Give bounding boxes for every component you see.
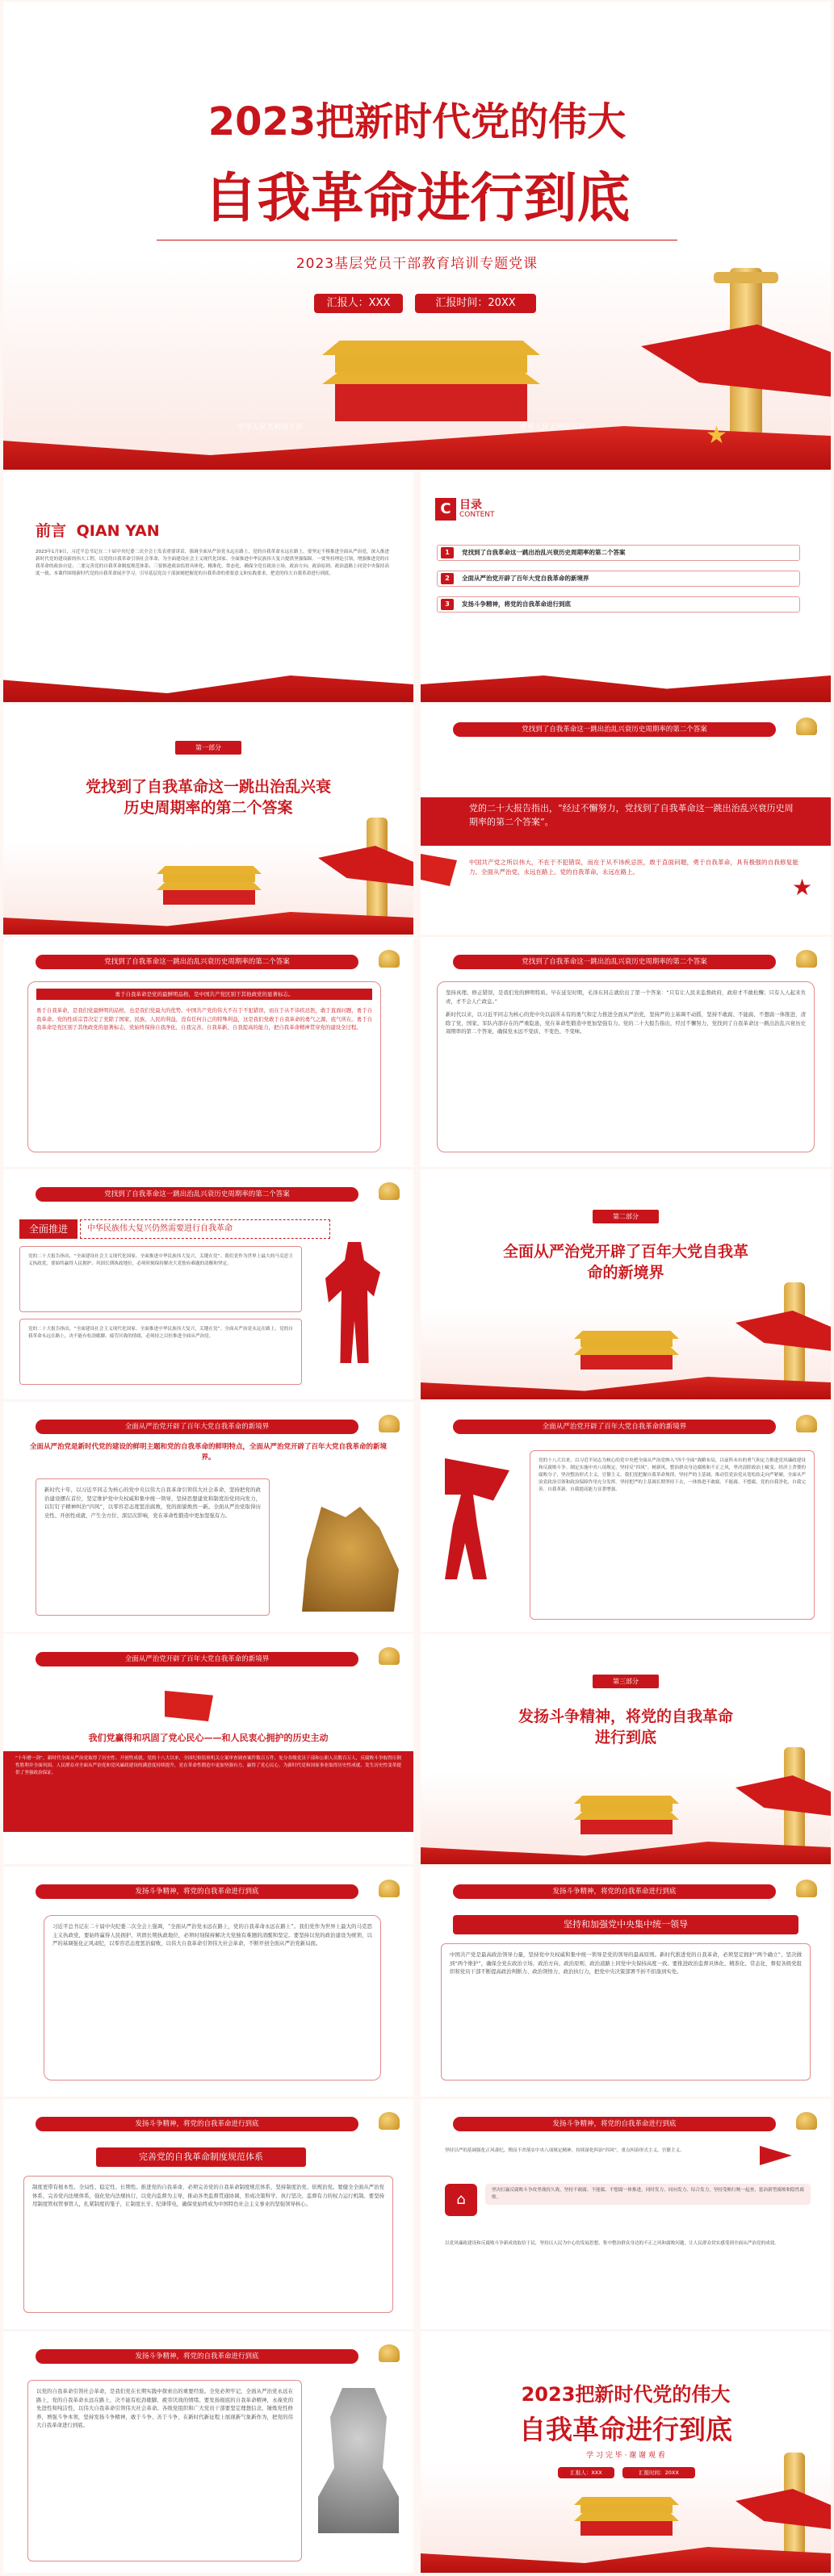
gold-emblem-icon [379,1880,400,1897]
cover-slide [3,2,831,470]
part3-slide [421,1634,831,1864]
ending-slide [421,2331,831,2573]
gold-emblem-icon [796,2112,817,2130]
slide11-heading: 我们党赢得和巩固了党心民心——和人民衷心拥护的历史主动 [88,1733,329,1743]
red-flag-swoosh-icon [641,324,831,397]
slide11-body: “十年磨一剑”，新时代全面从严治党取得了历史性、开创性成就。党的十八大以来，全国纪检监察机关立案审查调查案件数百万件，处分各级党员干部和公职人员数百万人，反腐败斗争取得压倒性胜利并全面巩固。人民群众对全面从严治党和党风廉政建设的满意度持续提升，党在革命性锻造中更加坚强有力，赢得了党心民心，为新时代党和国家事业取得历史性成就、发生历史性变革提供了坚强政治保证。 [15,1756,401,1775]
gold-emblem-icon [379,2112,400,2130]
section-bar: 党找到了自我革命这一跳出治乱兴衰历史周期率的第二个答案 [36,955,358,969]
slide13-body: 习近平总书记在二十届中央纪委二次全会上强调，“全面从严治党永远在路上，党的自我革命永远在路上”。我们党作为世界上最大的马克思主义执政党，要始终赢得人民拥护、巩固长期执政地位，必须时刻保持解决大党独有难题的清醒和坚定。要坚持以党的政治建设为统领，以严的基调强化正风肃纪，以零容忍态度惩治腐败，以伟大自我革命引领伟大社会革命，不断开创全面从严治党新局面。 [52,1923,372,1947]
contents-item-num: 1 [441,547,454,558]
content-frame [437,981,815,1152]
content-frame [441,1943,811,2080]
tiananmen-gate-icon [574,1331,679,1370]
part1-badge: 第一部分 [175,741,241,755]
slide9-body: 新时代十年，以习近平同志为核心的党中央以伟大自我革命引领伟大社会革命，坚持把党的政治建设摆在首位，坚定维护党中央权威和集中统一领导，坚持思想建党和制度治党同向发力，以钉钉子精神纠治“四风”，以零容忍态度惩治腐败，党的面貌焕然一新。全面从严治党取得历史性、开创性成就，产生全方位、深层次影响，党在革命性锻造中更加坚强有力。 [44,1487,261,1519]
slide-7 [3,1169,413,1399]
section-bar: 全面从严治党开辟了百年大党自我革命的新境界 [36,1420,358,1434]
quote-text: 党的二十大报告指出，“经过不懈努力，党找到了自我革命这一跳出治乱兴衰历史周期率的第二个答案”。 [469,803,794,827]
slide-17 [3,2331,413,2573]
preface-wave [3,658,413,702]
cover-title-line1: 2023把新时代党的伟大 [207,99,627,144]
contents-item-label: 全面从严治党开辟了百年大党自我革命的新境界 [462,575,589,582]
part3-badge: 第三部分 [593,1675,659,1688]
tag-text: 中华民族伟大复兴仍然需要进行自我革命 [80,1219,330,1239]
slide-16 [421,2099,831,2329]
cover-time: 汇报时间：20XX [415,294,536,313]
gold-emblem-icon [379,950,400,968]
contents-heading-en: CONTENT [459,511,495,519]
content-frame [36,1478,270,1616]
contents-logo-icon: C [435,498,456,521]
slide16-item-1-icon [760,2146,792,2165]
contents-item-num: 2 [441,573,454,584]
section-bar: 党找到了自我革命这一跳出治乱兴衰历史周期率的第二个答案 [453,722,776,737]
slide-14 [421,1867,831,2097]
tiananmen-gate-icon [157,866,262,905]
slide10-body: 党的十八大以来，以习近平同志为核心的党中央把全面从严治党纳入“四个全面”战略布局，以前所未有的勇气和定力推进党风廉政建设和反腐败斗争。制定实施中央八项规定，坚持反“四风”、树新风，整治群众身边腐败和不正之风，坚决清除政治上蜕变、经济上贪婪的腐败分子，坚决整治形式主义、官僚主义。我们党把握自我革命规律，坚持严的主基调，推动管党治党从宽松软走向严紧硬，全面从严治党政治引领和政治保障作用充分发挥。坚持把严的主基调长期坚持下去，一体推进不敢腐、不能腐、不想腐，党的自我净化、自我完善、自我革新、自我提高能力显著增强。 [539,1458,806,1492]
part3-title-line2: 进行到底 [594,1729,656,1746]
part2-wave [421,1371,831,1399]
slide6-body-2: 新时代以来，以习近平同志为核心的党中央以前所未有的勇气和定力推进全面从严治党，坚持严的主基调不动摇，坚持不敢腐、不能腐、不想腐一体推进，清除了党、国家、军队内部存在的严重隐患，党在革命性锻造中更加坚强有力。党的二十大报告指出，经过不懈努力，党找到了自我革命这一跳出治乱兴衰历史周期率的第二个答案，确保党永远不变质、不变色、不变味。 [446,1011,806,1035]
part2-badge: 第二部分 [593,1210,659,1223]
ending-thanks: 学 习 完 毕 · 谢 谢 观 看 [586,2452,665,2460]
gold-emblem-icon [379,1647,400,1665]
star-icon: ★ [706,421,727,450]
contents-item-2[interactable] [437,571,800,587]
slide16-item-3: 以党风廉政建设和反腐败斗争新成效取信于民，坚持以人民为中心的发展思想，集中整治群众身边的不正之风和腐败问题，让人民群众切实感受到全面从严治党的成效。 [445,2241,779,2246]
gate-banner-left: 中华人民共和国万岁 [237,424,304,432]
content-frame [27,2380,302,2561]
section-bar: 党找到了自我革命这一跳出治乱兴衰历史周期率的第二个答案 [36,1187,358,1202]
flag-icon [421,854,457,886]
contents-item-3[interactable] [437,596,800,613]
gold-emblem-icon [796,1880,817,1897]
contents-wave [421,658,831,702]
cover-subtitle: 2023基层党员干部教育培训专题党课 [295,256,539,272]
red-flag-swoosh-icon [736,1311,831,1351]
contents-item-label: 发扬斗争精神，将党的自我革命进行到底 [462,600,571,608]
section-bar: 全面从严治党开辟了百年大党自我革命的新境界 [453,1420,776,1434]
slide4-body: 中国共产党之所以伟大，不在于不犯错误，而在于从不讳疾忌医，敢于直面问题，勇于自我革命，具有极强的自我修复能力。全面从严治党，永远在路上。党的自我革命，永远在路上。 [469,859,798,876]
red-flag-swoosh-icon [736,1775,831,1816]
section-bar: 发扬斗争精神，将党的自我革命进行到底 [453,1884,776,1899]
part2-title-line1: 全面从严治党开辟了百年大党自我革 [502,1243,748,1261]
red-flag-swoosh-icon [736,2489,831,2529]
content-frame [27,981,381,1152]
section-bar: 党找到了自我革命这一跳出治乱兴衰历史周期率的第二个答案 [453,955,776,969]
gold-emblem-icon [796,950,817,968]
slide15-body: 制度更带有根本性、全局性、稳定性、长期性。推进党的自我革命，必须完善党的自我革命制度规范体系，坚持制度治党、依规治党。要健全全面从严治党体系，完善党内法规体系，强化党内法规执行，以党内监督为主导，推动各类监督贯通协调，形成决策科学、执行坚决、监督有力的权力运行机制。要坚持用制度管权管事管人，扎紧制度的笼子，让制度长牙、纪律带电，确保党始终成为中国特色社会主义事业的坚强领导核心。 [32,2184,384,2207]
gold-emblem-icon [379,1182,400,1200]
section-bar: 发扬斗争精神，将党的自我革命进行到底 [36,1884,358,1899]
tiananmen-gate-icon [574,2497,679,2536]
preface-body: 2023年1月9日，习近平总书记在二十届中央纪委二次全会上发表重要讲话，强调全面从严治党永远在路上，党的自我革命永远在路上，要坚定不移推进全面从严治党，深入推进新时代党的建设新的伟大工程，以党的自我革命引领社会革命，为全面建设社会主义现代化国家、全面推进中华民族伟大复兴提供坚强保障。一要坚持理论引领，增强推进党的自我革命的政治自觉；二要完善党的自我革命制度规范体系；三要推进政治监督具体化、精准化、常态化，确保全党在政治立场、政治方向、政治原则、政治道路上同党中央保持高度一致。本课件围绕新时代党的自我革命展开学习，引导基层党员干部深刻把握党的自我革命的重要意义和实践要求，把党的伟大自我革命进行到底。 [36,550,389,576]
slide7-body-1: 党的二十大报告指出，“全面建设社会主义现代化国家、全面推进中华民族伟大复兴，关键在党”。我们党作为世界上最大的马克思主义执政党，要始终赢得人民拥护、巩固长期执政地位，必须时刻保持解决大党独有难题的清醒和坚定。 [28,1254,293,1266]
contents-item-label: 党找到了自我革命这一跳出治乱兴衰历史周期率的第二个答案 [462,549,626,556]
slide6-body-1: 坚持真理、修正错误，是我们党的鲜明特质。早在延安时期，毛泽东同志就给出了第一个答案：“只有让人民来监督政府，政府才不敢松懈；只有人人起来负责，才不会人亡政息。” [446,989,806,1005]
slide16-item-2-icon: ⌂ [445,2184,477,2216]
section-bar: 发扬斗争精神，将党的自我革命进行到底 [36,2117,358,2131]
slide-11 [3,1634,413,1864]
content-frame-1 [19,1246,302,1312]
slide16-item-2: 坚决打赢反腐败斗争攻坚战持久战，坚持不敢腐、不能腐、不想腐一体推进，同时发力、同向发力、综合发力，坚持受贿行贿一起查，惩治新型腐败和隐性腐败。 [485,2184,811,2205]
contents-slide [421,472,831,702]
part2-title-line2: 命的新境界 [587,1264,664,1282]
section-bar: 发扬斗争精神，将党的自我革命进行到底 [36,2349,358,2364]
slide9-heading: 全面从严治党是新时代党的建设的鲜明主题和党的自我革命的鲜明特点，全面从严治党开辟了百年大党自我革命的新境界。 [29,1443,387,1462]
preface-heading [36,519,160,541]
highlight-bar: 勇于自我革命是党的最鲜明品格，是中国共产党区别于其他政党的显著标志。 [36,989,372,1000]
slide-4 [421,705,831,935]
section-bar: 全面从严治党开辟了百年大党自我革命的新境界 [36,1652,358,1666]
contents-item-1[interactable] [437,545,800,561]
gold-emblem-icon [796,1415,817,1432]
part1-wave [3,906,413,935]
preface-slide [3,472,413,702]
ending-title-line1: 2023把新时代党的伟大 [521,2383,731,2406]
slide-13 [3,1867,413,2097]
part2-slide [421,1169,831,1399]
flag-icon [165,1691,213,1721]
tiananmen-gate-icon [322,341,540,421]
pillar-cap-icon [714,272,778,283]
part1-title-line1: 党找到了自我革命这一跳出治乱兴衰 [85,778,331,796]
soldier-figure-icon [322,1242,387,1363]
slide17-body: 以党的自我革命引领社会革命，是我们党在长期实践中探索出的重要经验。全党必须牢记，全面从严治党永远在路上，党的自我革命永远在路上，决不能有松劲歇脚、疲劳厌战的情绪。要发扬彻底的自我革命精神，永葆党的先进性和纯洁性，以伟大自我革命引领伟大社会革命。各级党组织和广大党员干部要坚定理想信念，锤炼党性修养，增强斗争本领，坚持发扬斗争精神，敢于斗争、善于斗争，在新时代新征程上展现新气象新作为，把党的伟大自我革命进行到底。 [36,2388,293,2428]
preface-heading-en: QIAN YAN [76,522,160,540]
section-bar: 发扬斗争精神，将党的自我革命进行到底 [453,2117,776,2131]
slide-15 [3,2099,413,2329]
slide7-body-2: 党的二十大报告指出，“全面建设社会主义现代化国家、全面推进中华民族伟大复兴，关键在党”。全面从严治党永远在路上，党的自我革命永远在路上，决不能有松劲歇脚、疲劳厌战的情绪，必须持之以恒推进全面从严治党。 [28,1327,293,1339]
slide-9 [3,1402,413,1632]
contents-item-num: 3 [441,599,454,610]
content-frame [23,2176,393,2313]
part3-title-line1: 发扬斗争精神，将党的自我革命 [518,1708,733,1725]
red-flag-swoosh-icon [318,846,413,886]
part1-title-line2: 历史周期率的第二个答案 [124,799,293,817]
slide-6 [421,937,831,1167]
content-frame [530,1450,815,1620]
gold-emblem-icon [796,717,817,735]
ending-title-line2: 自我革命进行到底 [519,2414,732,2445]
cover-reporter: 汇报人：XXX [314,294,403,313]
part3-wave [421,1836,831,1864]
content-frame [44,1915,381,2080]
tiananmen-gate-icon [574,1796,679,1834]
ending-time: 汇报时间：20XX [622,2467,695,2478]
ending-reporter: 汇报人：XXX [558,2467,614,2478]
part1-slide [3,705,413,935]
slide14-body: 中国共产党是最高政治领导力量，坚持党中央权威和集中统一领导是党的领导的最高原则。新时代推进党的自我革命，必须坚定拥护“两个确立”、坚决做到“两个维护”，确保全党在政治立场、政治方向、政治原则、政治道路上同党中央保持高度一致。要推进政治监督具体化、精准化、常态化，督促各级党组织和党员干部不断提高政治判断力、政治领悟力、政治执行力，把党中央决策部署不折不扣落到实处。 [450,1951,802,1975]
preface-heading-cn: 前言 [36,522,67,540]
cover-title-line2: 自我革命进行到底 [203,167,631,229]
flag-bearer-icon [437,1458,518,1579]
gate-banner-right: 世界人民大团结万岁 [520,424,586,432]
slide16-item-1: 坚持以严的基调强化正风肃纪，锲而不舍落实中央八项规定精神，持续深化纠治“四风”，重点纠治形式主义、官僚主义。 [445,2148,685,2153]
slide-5 [3,937,413,1167]
slide-10 [421,1402,831,1632]
stone-lion-icon [318,2388,399,2533]
gold-emblem-icon [379,1415,400,1432]
star-icon: ★ [792,874,813,901]
soldier-statue-icon [302,1507,399,1612]
content-frame-2 [19,1319,302,1385]
gold-emblem-icon [379,2344,400,2362]
ending-wave [421,2540,831,2573]
slide5-body: 勇于自我革命，是我们党最鲜明的品格，也是我们党最大的优势。中国共产党的伟大不在于不犯错误，而在于从不讳疾忌医，敢于直面问题，勇于自我革命。党的性质宗旨决定了党除了国家、民族、人民的利益，没有任何自己的特殊利益，这是我们党敢于自我革命的勇气之源、底气所在。勇于自我革命是党区别于其他政党的显著标志，党始终保持自我净化、自我完善、自我革新、自我提高的能力，把自我革命精神贯穿党的建设全过程。 [36,1007,372,1031]
slide15-heading: 完善党的自我革命制度规范体系 [96,2147,306,2167]
contents-heading: 目录 [459,499,482,512]
slide14-heading: 坚持和加强党中央集中统一领导 [453,1915,798,1934]
tag-box: 全面推进 [19,1219,78,1239]
